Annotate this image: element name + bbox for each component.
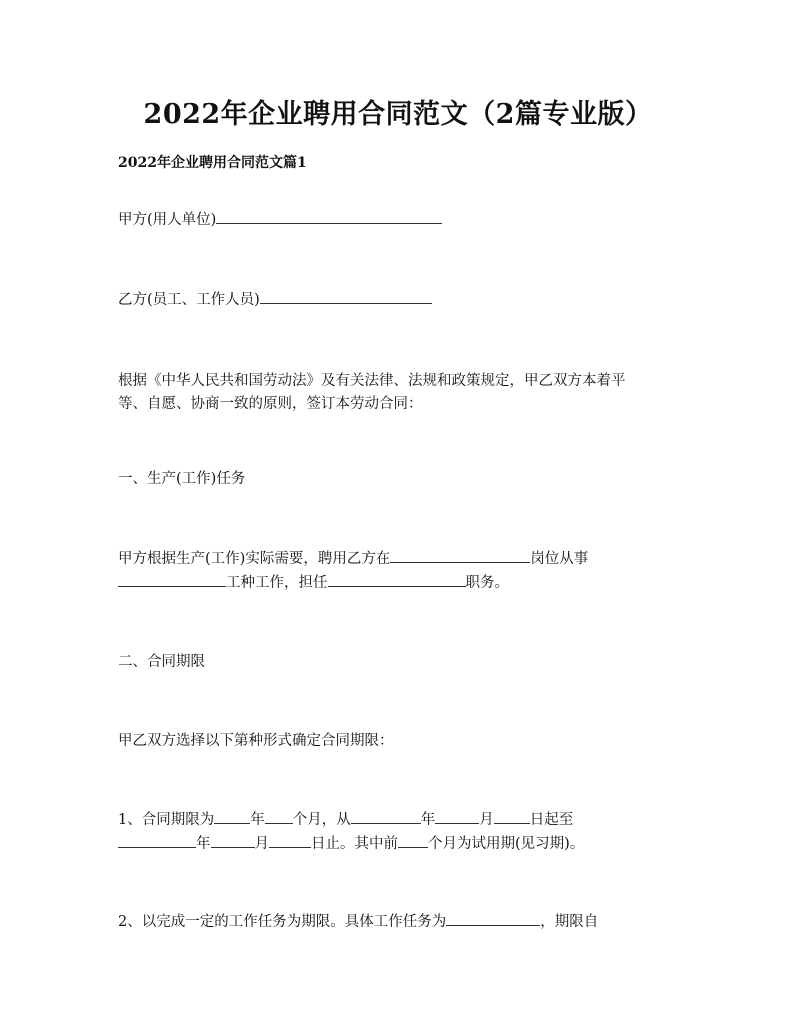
task-text-c: 工种工作，担任 [226, 575, 328, 591]
task-line-2 [118, 571, 678, 595]
start-month-blank [435, 808, 479, 824]
term-2-text-a: 2、以完成一定的工作任务为期限。具体工作任务为 [118, 914, 447, 930]
intro-line-2: 等、自愿、协商一致的原则，签订本劳动合同： [118, 396, 423, 412]
intro-line-1: 根据《中华人民共和国劳动法》及有关法律、法规和政策规定，甲乙双方本着平 [118, 373, 626, 389]
work-task-blank [446, 910, 540, 926]
term-1-text-h: 月 [254, 836, 269, 852]
party-b-line [118, 288, 678, 312]
end-month-blank [211, 832, 255, 848]
start-year-blank [351, 808, 421, 824]
task-text-d: 职务。 [465, 575, 509, 591]
term-1-line-1 [118, 808, 678, 832]
task-text-b: 岗位从事 [530, 551, 589, 567]
probation-blank [398, 832, 428, 848]
party-b-blank [260, 288, 432, 304]
party-b-label: 乙方(员工、工作人员) [118, 292, 260, 308]
term-1-text-j: 个月为试用期(见习期)。 [428, 836, 585, 852]
months-blank [265, 808, 293, 824]
term-1-text-b: 年 [250, 812, 265, 828]
party-a-blank [216, 208, 442, 224]
section-heading-2: 二、合同期限 [118, 654, 205, 670]
term-intro: 甲乙双方选择以下第种形式确定合同期限： [118, 733, 394, 749]
term-1-paragraph [118, 808, 678, 856]
position-blank [328, 571, 466, 587]
end-day-blank [269, 832, 311, 848]
task-paragraph [118, 547, 678, 595]
document-title: 2022年企业聘用合同范文（2篇专业版） [143, 99, 653, 130]
term-1-text-g: 年 [196, 836, 211, 852]
term-2-text-b: ，期限自 [540, 914, 599, 930]
task-text-a: 甲方根据生产(工作)实际需要，聘用乙方在 [118, 551, 391, 567]
term-1-text-e: 月 [479, 812, 494, 828]
term-1-text-i: 日止。其中前 [311, 836, 398, 852]
party-a-line [118, 208, 678, 232]
term-1-text-c: 个月，从 [292, 812, 351, 828]
intro-paragraph [118, 370, 678, 416]
term-1-line-2 [118, 832, 678, 856]
start-day-blank [494, 808, 530, 824]
section-heading-1: 一、生产(工作)任务 [118, 471, 246, 487]
term-2-paragraph [118, 910, 678, 934]
end-year-blank [118, 832, 196, 848]
party-a-label: 甲方(用人单位) [118, 212, 217, 228]
work-type-blank [118, 571, 226, 587]
term-1-text-f: 日起至 [529, 812, 574, 828]
section-title: 2022年企业聘用合同范文篇1 [118, 155, 307, 171]
years-blank [214, 808, 250, 824]
term-1-text-d: 年 [420, 812, 436, 828]
task-line-1 [118, 547, 678, 571]
post-blank [390, 547, 530, 563]
term-1-text-a: 1、合同期限为 [118, 812, 215, 828]
